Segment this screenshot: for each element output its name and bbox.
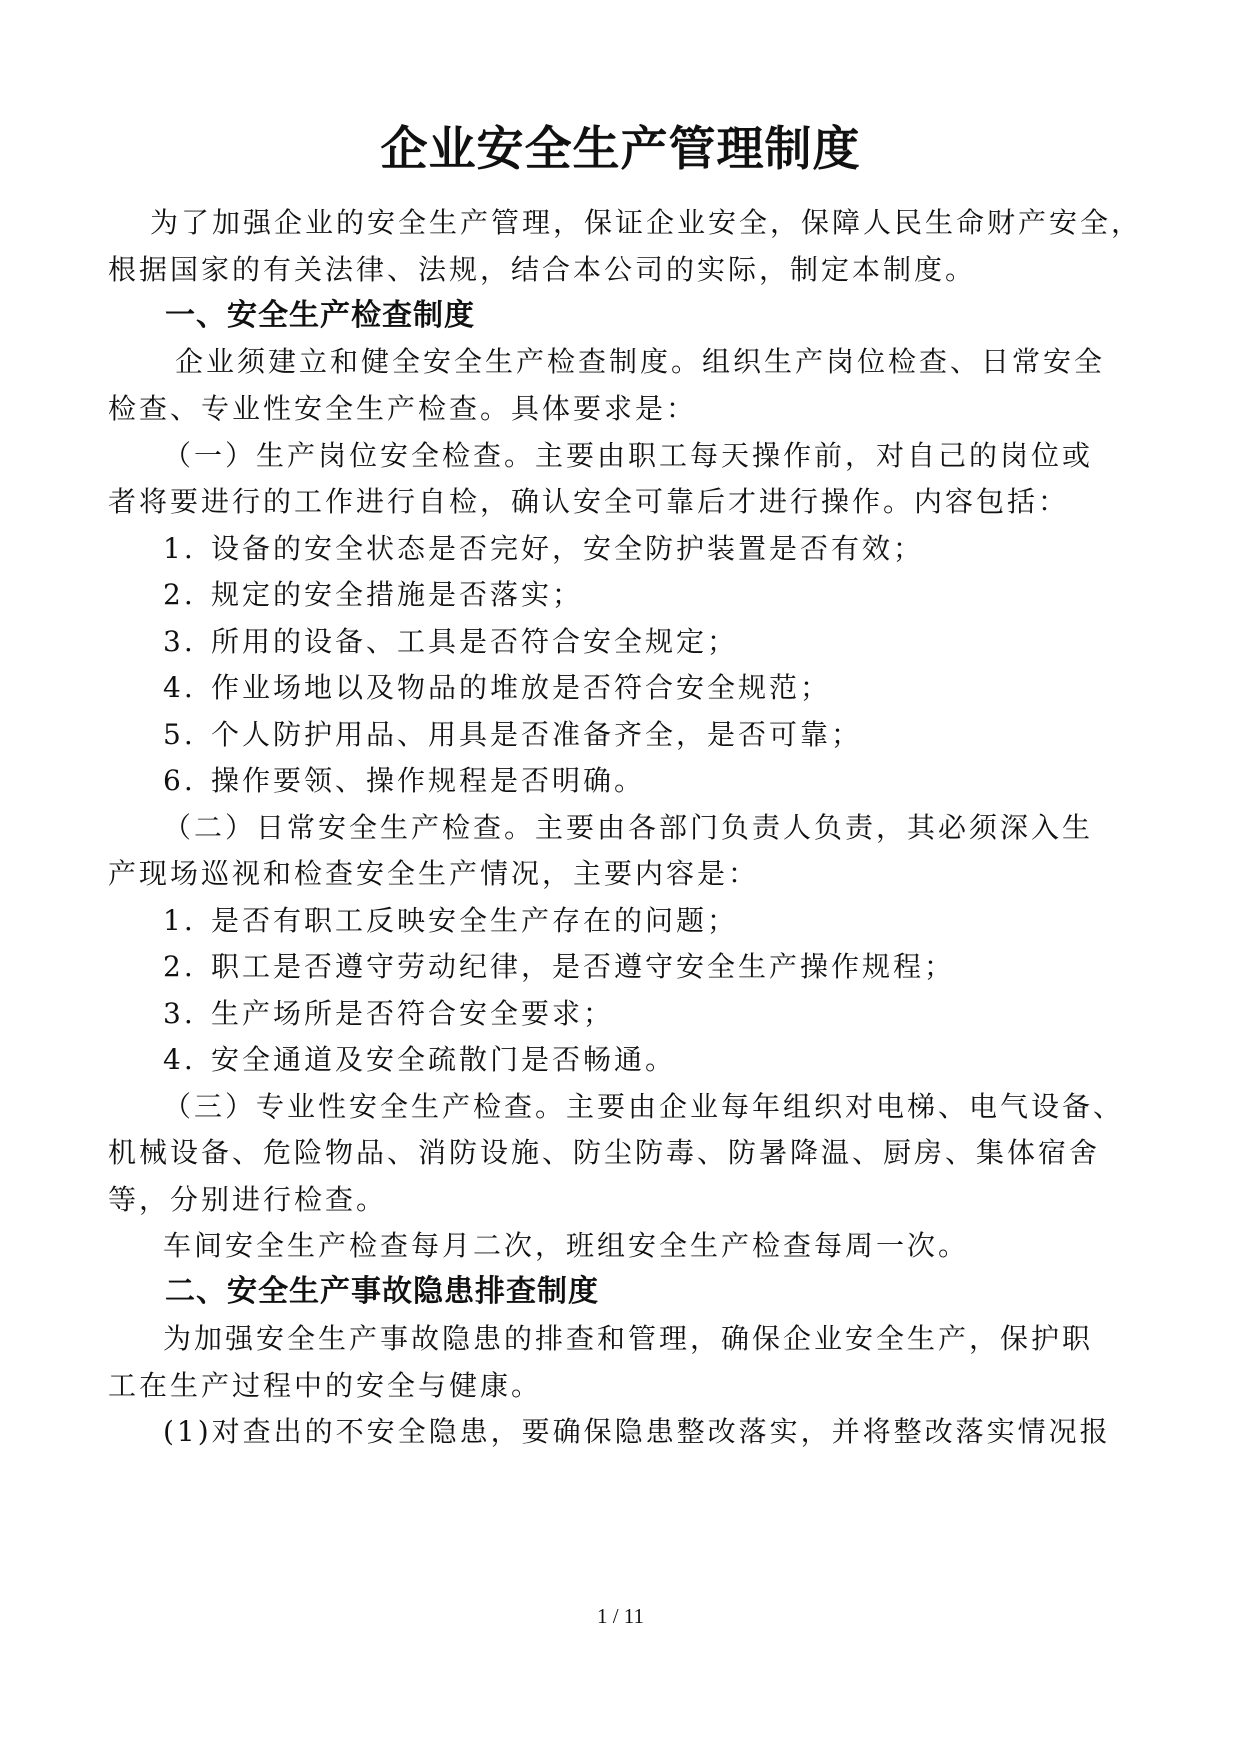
page-number: 1 / 11 — [596, 1604, 645, 1628]
section-1-para-line-2: 检查、专业性安全生产检查。具体要求是： — [108, 392, 698, 425]
sub3-line-2: 机械设备、危险物品、消防设施、防尘防毒、防暑降温、厨房、集体宿舍 — [108, 1136, 1101, 1169]
sub3-line-3: 等，分别进行检查。 — [108, 1183, 388, 1216]
sub1-line-1: （一）生产岗位安全检查。主要由职工每天操作前，对自己的岗位或 — [163, 439, 1094, 472]
list-item: 3. 生产场所是否符合安全要求； — [163, 997, 615, 1030]
section-1-heading: 一、安全生产检查制度 — [165, 298, 475, 333]
sub2-line-2: 产现场巡视和检查安全生产情况，主要内容是： — [108, 857, 760, 890]
list-item: 4. 安全通道及安全疏散门是否畅通。 — [163, 1043, 677, 1076]
list-item: 4. 作业场地以及物品的堆放是否符合安全规范； — [163, 671, 832, 704]
section-2-para-line-2: 工在生产过程中的安全与健康。 — [108, 1369, 543, 1402]
section-1-closing: 车间安全生产检查每月二次，班组安全生产检查每周一次。 — [163, 1229, 970, 1262]
list-item: 2. 规定的安全措施是否落实； — [163, 578, 584, 611]
list-item: 1. 设备的安全状态是否完好，安全防护装置是否有效； — [163, 532, 925, 565]
intro-line-2: 根据国家的有关法律、法规，结合本公司的实际，制定本制度。 — [108, 253, 977, 286]
sub3-line-1: （三）专业性安全生产检查。主要由企业每年组织对电梯、电气设备、 — [163, 1090, 1125, 1123]
section-2-heading: 二、安全生产事故隐患排查制度 — [165, 1274, 599, 1309]
section-1-para-line-1: 企业须建立和健全安全生产检查制度。组织生产岗位检查、日常安全 — [175, 345, 1106, 378]
list-item: 3. 所用的设备、工具是否符合安全规定； — [163, 625, 739, 658]
intro-line-1: 为了加强企业的安全生产管理，保证企业安全，保障人民生命财产安全， — [150, 206, 1143, 239]
document-title: 企业安全生产管理制度 — [380, 122, 861, 177]
section-2-item-1: (1)对查出的不安全隐患，要确保隐患整改落实，并将整改落实情况报 — [163, 1415, 1111, 1448]
list-item: 6. 操作要领、操作规程是否明确。 — [163, 764, 646, 797]
list-item: 1. 是否有职工反映安全生产存在的问题； — [163, 904, 739, 937]
section-2-para-line-1: 为加强安全生产事故隐患的排查和管理，确保企业安全生产，保护职 — [163, 1322, 1094, 1355]
list-item: 2. 职工是否遵守劳动纪律，是否遵守安全生产操作规程； — [163, 950, 956, 983]
list-item: 5. 个人防护用品、用具是否准备齐全，是否可靠； — [163, 718, 863, 751]
sub2-line-1: （二）日常安全生产检查。主要由各部门负责人负责，其必须深入生 — [163, 811, 1094, 844]
sub1-line-2: 者将要进行的工作进行自检，确认安全可靠后才进行操作。内容包括： — [108, 485, 1070, 518]
